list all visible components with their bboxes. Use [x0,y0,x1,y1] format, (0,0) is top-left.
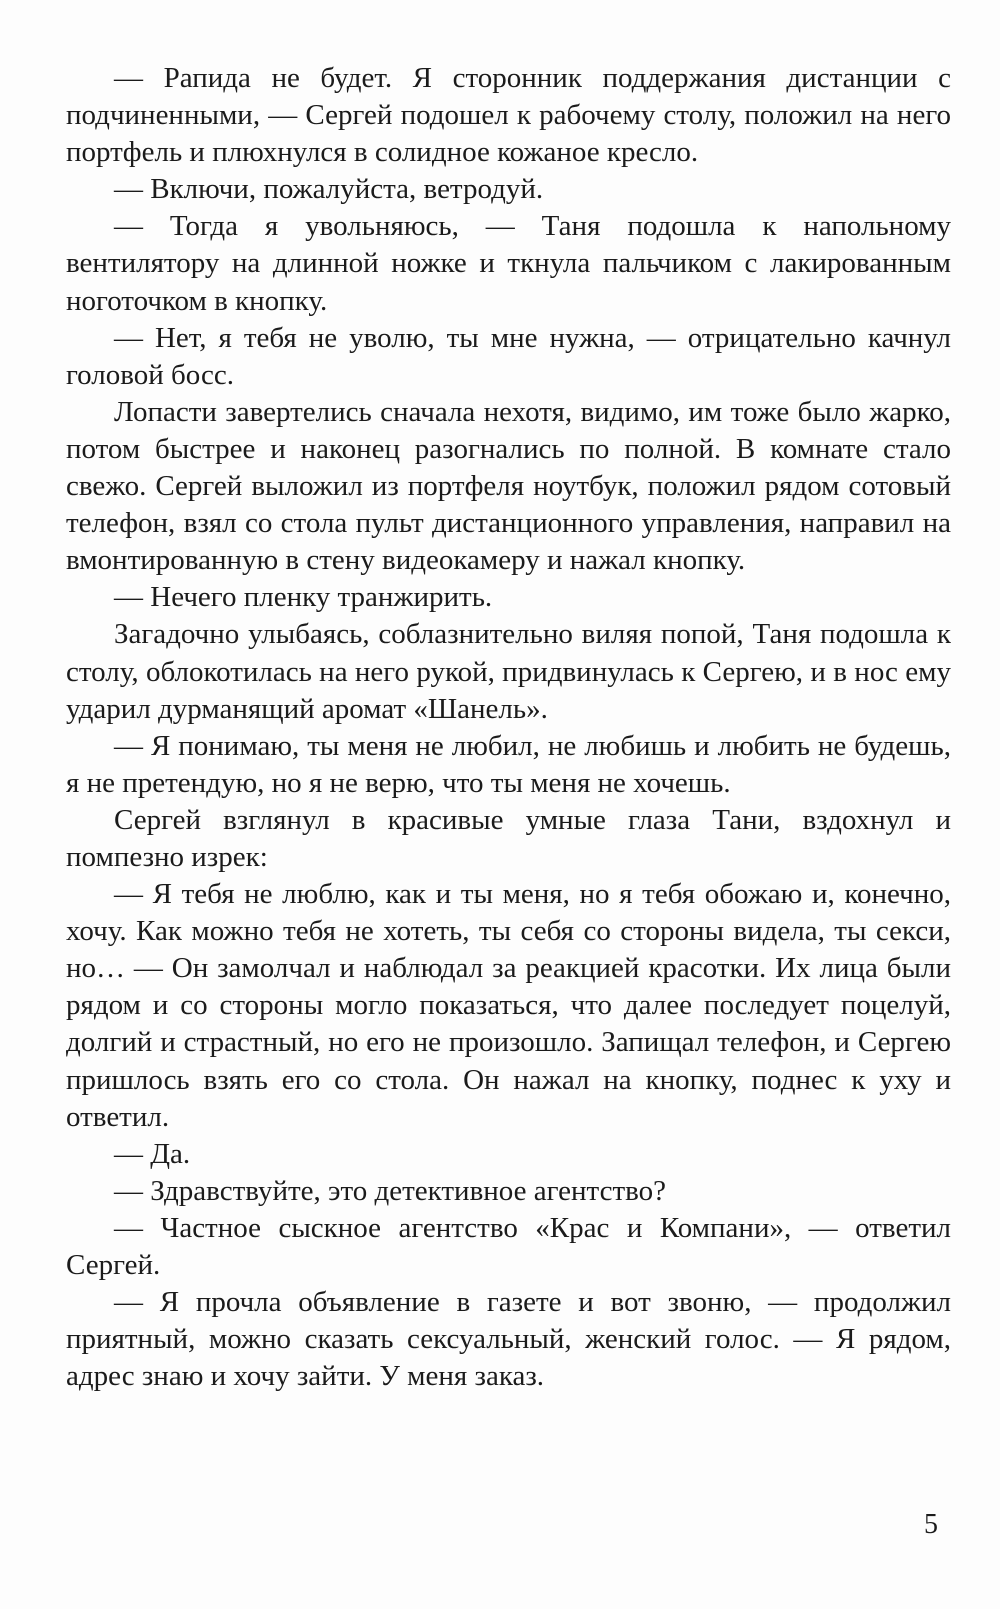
paragraph: — Рапида не будет. Я сторонник поддержания дистанции с подчиненными, — Сергей подошел к рабочему столу, положил на него портфель и плюхнулся в солидное кожаное кресло. [66,62,951,169]
paragraph: — Нечего пленку транжирить. [114,581,493,614]
paragraph: Лопасти завертелись сначала нехотя, видимо, им тоже было жарко, потом быстрее и наконец разогнались по полной. В комнате стало свежо. Сергей выложил из портфеля ноутбук, положил рядом сотовый телефон, взял со стола пульт дистанционного управления, направил на вмонтированную в стену видеокамеру и нажал кнопку. [66,395,951,577]
paragraph: Сергей взглянул в красивые умные глаза Тани, вздохнул и помпезно изрек: [66,803,951,873]
paragraph: — Нет, я тебя не уволю, ты мне нужна, — отрицательно качнул головой босс. [66,321,951,391]
paragraph: — Да. [114,1137,191,1170]
paragraph: — Частное сыскное агентство «Крас и Компани», — ответил Сергей. [66,1211,951,1281]
paragraph: — Тогда я увольняюсь, — Таня подошла к напольному вентилятору на длинной ножке и ткнула пальчиком с лакированным ноготочком в кнопку. [66,210,951,317]
page-number: 5 [924,1509,938,1540]
paragraph: — Я понимаю, ты меня не любил, не любишь и любить не будешь, я не претендую, но я не верю, что ты меня не хочешь. [66,729,951,799]
paragraph: — Я тебя не люблю, как и ты меня, но я тебя обожаю и, конечно, хочу. Как можно тебя не хотеть, ты себя со стороны видела, ты секси, но… — Он замолчал и наблюдал за реакцией красотки. Их лица были рядом и со стороны могло показаться, что далее последует поцелуй, долгий и страстный, но его не произошло. Запищал телефон, и Сергею пришлось взять его со стола. Он нажал на кнопку, поднес к уху и ответил. [66,878,951,1133]
body-text [66,60,951,1395]
paragraph: Загадочно улыбаясь, соблазнительно виляя попой, Таня подошла к столу, облокотилась на него рукой, придвинулась к Сергею, и в нос ему ударил дурманящий аромат «Шанель». [66,618,951,725]
paragraph: — Включи, пожалуйста, ветродуй. [114,173,544,206]
paragraph: — Я прочла объявление в газете и вот звоню, — продолжил приятный, можно сказать сексуальный, женский голос. — Я рядом, адрес знаю и хочу зайти. У меня заказ. [66,1286,951,1393]
paragraph: — Здравствуйте, это детективное агентство? [114,1174,666,1207]
